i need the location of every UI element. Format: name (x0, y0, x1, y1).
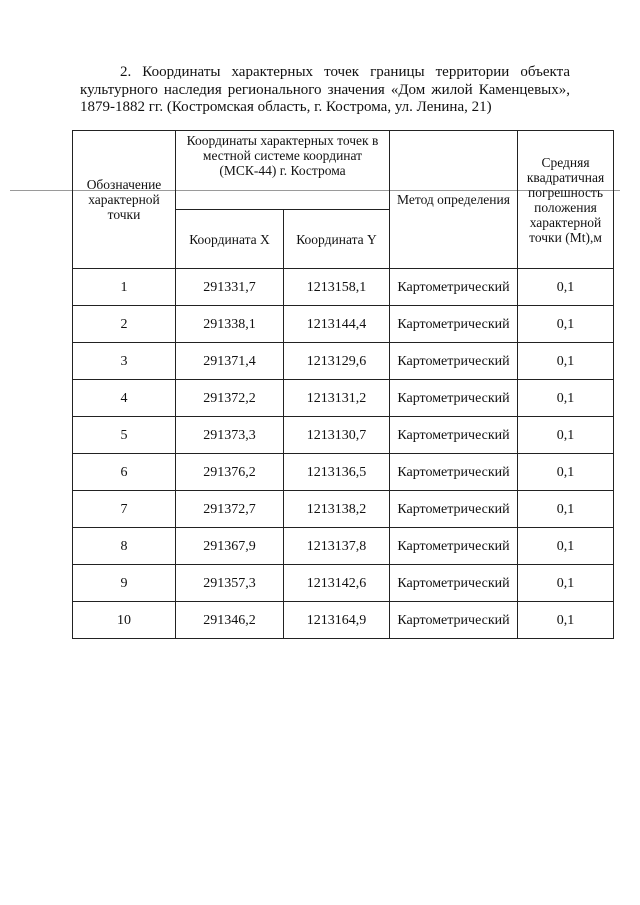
cell-x: 291331,7 (176, 269, 284, 306)
cell-x: 291367,9 (176, 528, 284, 565)
cell-y: 1213129,6 (284, 343, 390, 380)
cell-y: 1213158,1 (284, 269, 390, 306)
table-row (73, 602, 614, 639)
cell-method: Картометрический (390, 491, 518, 528)
cell-error: 0,1 (518, 306, 614, 343)
cell-method: Картометрический (390, 454, 518, 491)
table-row (73, 380, 614, 417)
table-row (73, 417, 614, 454)
cell-y: 1213164,9 (284, 602, 390, 639)
cell-point: 1 (73, 269, 176, 306)
cell-y: 1213136,5 (284, 454, 390, 491)
cell-point: 4 (73, 380, 176, 417)
cell-y: 1213138,2 (284, 491, 390, 528)
cell-error: 0,1 (518, 602, 614, 639)
cell-method: Картометрический (390, 269, 518, 306)
table-row (73, 306, 614, 343)
cell-y: 1213144,4 (284, 306, 390, 343)
table-header (73, 131, 614, 269)
coordinates-table (72, 130, 614, 639)
table-row (73, 454, 614, 491)
cell-method: Картометрический (390, 343, 518, 380)
cell-point: 10 (73, 602, 176, 639)
table-row (73, 269, 614, 306)
cell-point: 3 (73, 343, 176, 380)
header-method: Метод определения (390, 131, 518, 269)
cell-error: 0,1 (518, 269, 614, 306)
cell-point: 7 (73, 491, 176, 528)
cell-y: 1213131,2 (284, 380, 390, 417)
cell-error: 0,1 (518, 380, 614, 417)
cell-error: 0,1 (518, 454, 614, 491)
cell-y: 1213142,6 (284, 565, 390, 602)
table-row (73, 343, 614, 380)
cell-x: 291372,2 (176, 380, 284, 417)
heading-text: 2. Координаты характерных точек границы территории объекта культурного наследия регионального значения «Дом жилой Каменцевых», 1879-1882 гг. (Костромская область, г. Кострома, ул. Ленина, 21) (80, 64, 570, 115)
cell-point: 8 (73, 528, 176, 565)
header-coordinate-x: Координата X (176, 210, 284, 269)
document-heading (80, 64, 570, 117)
table-row (73, 565, 614, 602)
header-coordinate-y: Координата Y (284, 210, 390, 269)
cell-error: 0,1 (518, 565, 614, 602)
cell-error: 0,1 (518, 491, 614, 528)
header-coordinates-group: Координаты характерных точек в местной системе координат (МСК-44) г. Кострома (176, 131, 390, 210)
cell-point: 6 (73, 454, 176, 491)
cell-x: 291373,3 (176, 417, 284, 454)
cell-x: 291371,4 (176, 343, 284, 380)
cell-x: 291376,2 (176, 454, 284, 491)
cell-error: 0,1 (518, 417, 614, 454)
cell-x: 291357,3 (176, 565, 284, 602)
cell-y: 1213130,7 (284, 417, 390, 454)
cell-method: Картометрический (390, 565, 518, 602)
cell-point: 2 (73, 306, 176, 343)
cell-point: 9 (73, 565, 176, 602)
table-row (73, 528, 614, 565)
table-body (73, 269, 614, 639)
cell-method: Картометрический (390, 306, 518, 343)
cell-x: 291338,1 (176, 306, 284, 343)
cell-error: 0,1 (518, 343, 614, 380)
header-point: Обозначение характерной точки (73, 131, 176, 269)
cell-method: Картометрический (390, 417, 518, 454)
header-error: Средняя квадратичная погрешность положения характерной точки (Mt),м (518, 131, 614, 269)
cell-point: 5 (73, 417, 176, 454)
cell-x: 291372,7 (176, 491, 284, 528)
cell-error: 0,1 (518, 528, 614, 565)
cell-method: Картометрический (390, 528, 518, 565)
cell-method: Картометрический (390, 380, 518, 417)
table-row (73, 491, 614, 528)
cell-method: Картометрический (390, 602, 518, 639)
cell-y: 1213137,8 (284, 528, 390, 565)
cell-x: 291346,2 (176, 602, 284, 639)
